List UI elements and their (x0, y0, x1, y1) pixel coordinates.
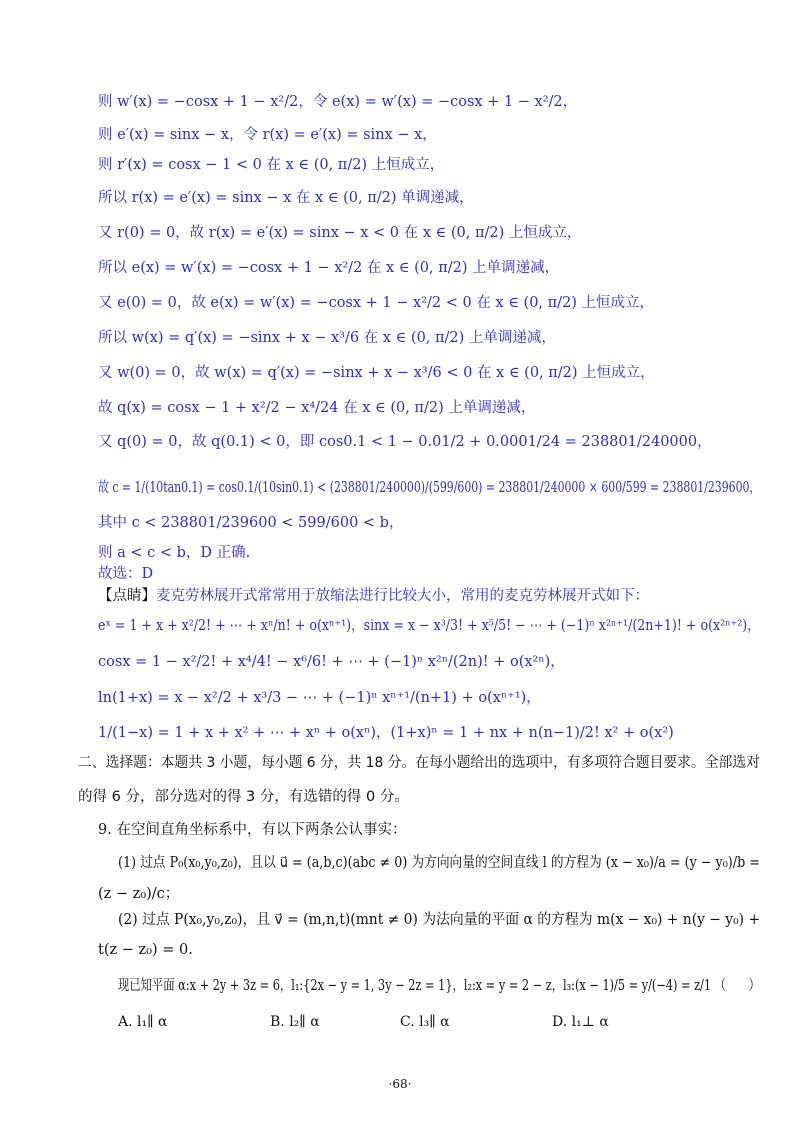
tip-formula: ln(1+x) = x − x²/2 + x³/3 − ⋯ + (−1)ⁿ xⁿ⁺¹/(n+1) + o(xⁿ⁺¹)， (98, 690, 541, 706)
solution-line: 则 a < c < b，D 正确. (98, 545, 251, 561)
option-b: B. l₂∥ α (270, 1014, 320, 1030)
solution-line: 所以 w(x) = q′(x) = −sinx + x − x³/6 在 x ∈ (0, π/2) 上单调递减， (98, 330, 556, 346)
tip-formula: cosx = 1 − x²/2! + x⁴/4! − x⁶/6! + ⋯ + (−1)ⁿ x²ⁿ/(2n)! + o(x²ⁿ)， (98, 654, 565, 670)
option-d: D. l₁⊥ α (552, 1014, 609, 1030)
solution-line: 其中 c < 238801/239600 < 599/600 < b， (98, 515, 404, 531)
question-stem: 9. 在空间直角坐标系中，有以下两条公认事实： (98, 822, 407, 838)
solution-line: 所以 r(x) = e′(x) = sinx − x 在 x ∈ (0, π/2) 单调递减， (98, 190, 474, 206)
tip-intro: 麦克劳林展开式常常用于放缩法进行比较大小，常用的麦克劳林展开式如下： (156, 588, 649, 604)
solution-line: 故 q(x) = cosx − 1 + x²/2 − x⁴/24 在 x ∈ (0, π/2) 上单调递减， (98, 400, 536, 416)
question-fact-2: (2) 过点 P(x₀,y₀,z₀)，且 v⃗ = (m,n,t)(mnt ≠ 0) 为法向量的平面 α 的方程为 m(x − x₀) + n(y − y₀) + (118, 912, 761, 928)
question-fact-1-cont: (z − z₀)/c； (98, 886, 180, 902)
solution-line: 又 e(0) = 0，故 e(x) = w′(x) = −cosx + 1 − x²/2 < 0 在 x ∈ (0, π/2) 上恒成立， (98, 295, 655, 311)
option-a: A. l₁∥ α (118, 1014, 168, 1030)
option-c: C. l₃∥ α (400, 1014, 450, 1030)
tip-formula: eˣ = 1 + x + x²/2! + ⋯ + xⁿ/n! + o(xⁿ⁺¹)，sinx = x − x³/3! + x⁵/5! − ⋯ + (−1)ⁿ x²ⁿ⁺¹/(2n+1)! + o(x²ⁿ⁺²)， (98, 618, 760, 634)
solution-line: 故 c = 1/(10tan0.1) = cos0.1/(10sin0.1) < (238801/240000)/(599/600) = 238801/240000 × 600/599 = 238801/239600， (98, 480, 761, 496)
solution-line: 故选：D (98, 566, 154, 582)
solution-line: 则 e′(x) = sinx − x，令 r(x) = e′(x) = sinx − x， (98, 127, 437, 143)
tip-formula: 1/(1−x) = 1 + x + x² + ⋯ + xⁿ + o(xⁿ)，(1+x)ⁿ = 1 + nx + n(n−1)/2! x² + o(x²) (98, 725, 674, 741)
solution-line: 又 w(0) = 0，故 w(x) = q′(x) = −sinx + x − x³/6 < 0 在 x ∈ (0, π/2) 上恒成立， (98, 365, 655, 381)
page-number: ·68· (388, 1077, 412, 1091)
solution-line: 又 r(0) = 0，故 r(x) = e′(x) = sinx − x < 0 在 x ∈ (0, π/2) 上恒成立， (98, 225, 582, 241)
solution-line: 又 q(0) = 0，故 q(0.1) < 0，即 cos0.1 < 1 − 0.01/2 + 0.0001/24 = 238801/240000， (98, 434, 712, 450)
solution-line: 则 r′(x) = cosx − 1 < 0 在 x ∈ (0, π/2) 上恒成立， (98, 157, 445, 173)
solution-line: 则 w′(x) = −cosx + 1 − x²/2，令 e(x) = w′(x) = −cosx + 1 − x²/2， (98, 94, 578, 110)
tip-tag: 【点睛】 (98, 588, 156, 604)
question-fact-1: (1) 过点 P₀(x₀,y₀,z₀)，且以 u⃗ = (a,b,c)(abc ≠ 0) 为方向向量的空间直线 l 的方程为 (x − x₀)/a = (y − y₀)/b = (118, 855, 760, 871)
section-header: 二、选择题：本题共 3 小题，每小题 6 分，共 18 分。在每小题给出的选项中，有多项符合题目要求。全部选对 (78, 755, 760, 771)
solution-line: 所以 e(x) = w′(x) = −cosx + 1 − x²/2 在 x ∈ (0, π/2) 上单调递减， (98, 260, 560, 276)
question-fact-2-cont: t(z − z₀) = 0. (98, 942, 193, 958)
section-header-cont: 的得 6 分，部分选对的得 3 分，有选错的得 0 分。 (78, 789, 409, 805)
tip-intro-line (98, 586, 649, 606)
question-given: 现已知平面 α:x + 2y + 3z = 6，l₁:{2x − y = 1, 3y − 2z = 1}，l₂:x = y = 2 − z，l₃:(x − 1)/5 = y/(−4) = z/1 （ ） (118, 978, 760, 994)
